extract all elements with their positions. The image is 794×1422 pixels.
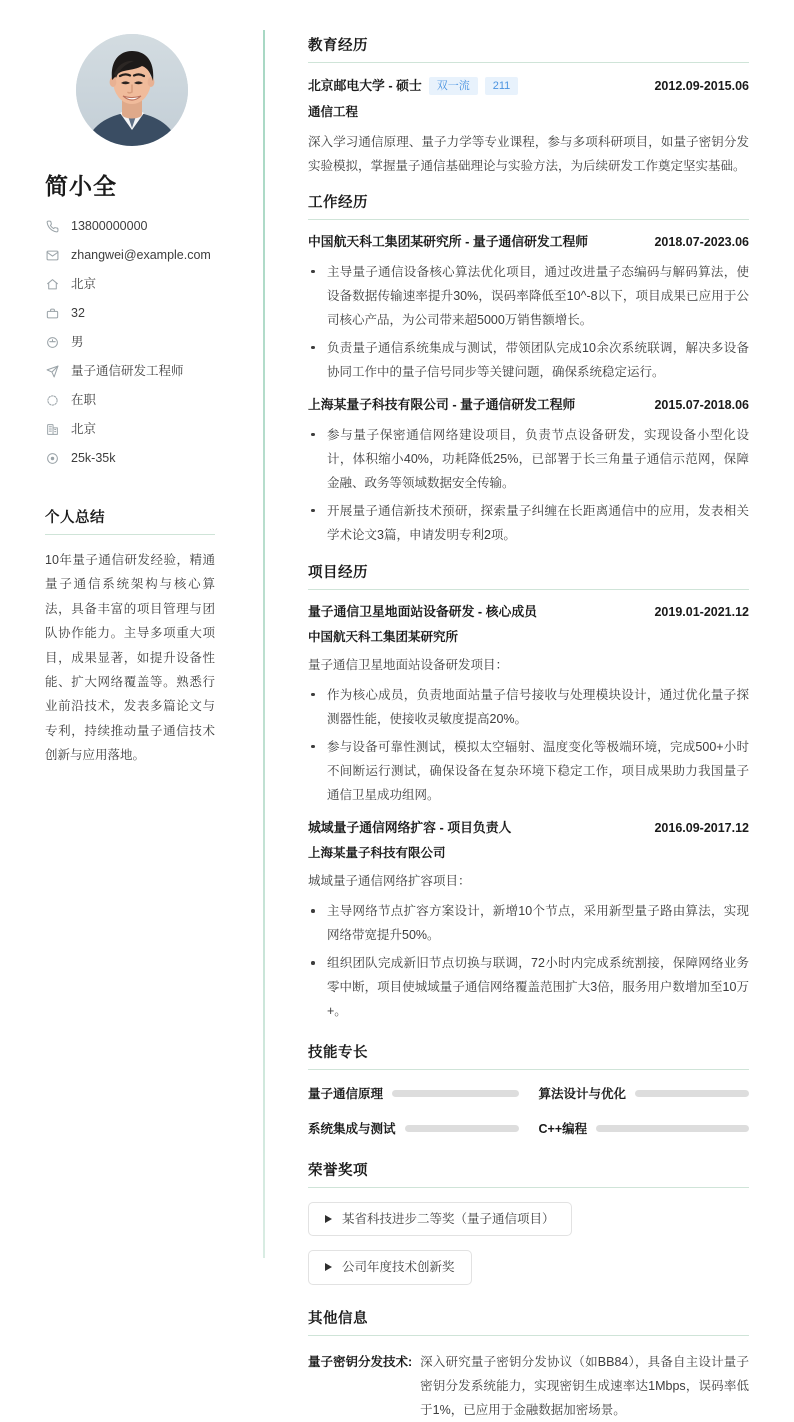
education-heading: 教育经历 xyxy=(308,34,749,63)
project-intro: 量子通信卫星地面站设备研发项目： xyxy=(308,657,509,672)
skill-row xyxy=(539,1119,750,1137)
other-info-row xyxy=(308,1350,749,1422)
contact-list xyxy=(45,219,233,466)
skill-row xyxy=(308,1084,519,1102)
education-major: 通信工程 xyxy=(308,104,359,119)
work-date: 2018.07-2023.06 xyxy=(654,235,749,250)
contact-value: 13800000000 xyxy=(71,219,148,233)
contact-value: 25k-35k xyxy=(71,451,116,465)
skills-section xyxy=(308,1041,749,1137)
vertical-divider xyxy=(263,30,265,1258)
list-item: 参与设备可靠性测试，模拟太空辐射、温度变化等极端环境，完成500+小时不间断运行测试，确保设备在复杂环境下稳定工作，项目成果助力我国量子通信卫星成功组网。 xyxy=(308,735,749,807)
education-section xyxy=(308,34,749,178)
skills-heading: 技能专长 xyxy=(308,1041,749,1070)
skill-name: C++编程 xyxy=(538,1122,588,1137)
contact-item-gender xyxy=(45,335,233,350)
contact-value: 男 xyxy=(71,335,84,349)
honors-heading: 荣誉奖项 xyxy=(308,1159,749,1188)
skill-progress-track xyxy=(392,1090,518,1097)
projects-heading: 项目经历 xyxy=(308,561,749,590)
skill-row xyxy=(539,1084,750,1102)
other-info-heading: 其他信息 xyxy=(308,1307,749,1336)
entry-head xyxy=(308,820,749,837)
skill-progress-track xyxy=(635,1090,749,1097)
skill-progress-track xyxy=(596,1125,749,1132)
project-bullets xyxy=(308,899,749,1023)
list-item: 负责量子通信系统集成与测试，带领团队完成10余次系统联调，解决多设备协同工作中的量子信号同步等关键问题，确保系统稳定运行。 xyxy=(308,336,749,384)
list-item: 开展量子通信新技术预研，探索量子纠缠在长距离通信中的应用，发表相关学术论文3篇，申请发明专利2项。 xyxy=(308,499,749,547)
entry-head xyxy=(308,234,749,251)
contact-item-email xyxy=(45,248,233,263)
work-entry xyxy=(308,397,749,547)
project-title: 量子通信卫星地面站设备研发 - 核心成员 xyxy=(308,603,537,619)
avatar-wrapper xyxy=(30,34,233,146)
work-title: 上海某量子科技有限公司 - 量子通信研发工程师 xyxy=(308,396,576,412)
work-bullets xyxy=(308,423,749,547)
contact-value: zhangwei@example.com xyxy=(71,248,211,262)
contact-value: 量子通信研发工程师 xyxy=(71,364,184,378)
project-bullets xyxy=(308,683,749,807)
education-school-row xyxy=(308,77,518,95)
triangle-right-icon xyxy=(325,1215,332,1223)
work-date: 2015.07-2018.06 xyxy=(654,397,749,412)
skill-name: 量子通信原理 xyxy=(308,1087,384,1102)
contact-value: 北京 xyxy=(71,277,97,291)
list-item: 作为核心成员，负责地面站量子信号接收与处理模块设计，通过优化量子探测器性能，使接收灵敏度提高20%。 xyxy=(308,683,749,731)
person-name: 简小全 xyxy=(45,173,117,199)
other-info-section xyxy=(308,1307,749,1422)
contact-item-salary xyxy=(45,451,233,466)
contact-item-age xyxy=(45,306,233,321)
contact-item-status xyxy=(45,393,233,408)
contact-value: 32 xyxy=(71,306,85,320)
contact-value: 在职 xyxy=(71,393,97,407)
education-tag-shuangyiliu: 双一流 xyxy=(429,77,478,95)
skill-progress-track xyxy=(405,1125,519,1132)
summary-text: 10年量子通信研发经验，精通量子通信系统架构与核心算法，具备丰富的项目管理与团队协作能力。主导多项重大项目，成果显著，如提升设备性能、扩大网络覆盖等。熟悉行业前沿技术，发表多篇论文与专利，持续推动量子通信技术创新与应用落地。 xyxy=(45,553,215,762)
other-info-label: 量子密钥分发技术: xyxy=(308,1354,413,1369)
list-item: 参与量子保密通信网络建设项目，负责节点设备研发，实现设备小型化设计，体积缩小40%，功耗降低25%，已部署于长三角量子通信示范网，保障金融、政务等领域数据安全传输。 xyxy=(308,423,749,495)
project-entry xyxy=(308,604,749,807)
contact-item-phone xyxy=(45,219,233,234)
list-item: 主导量子通信设备核心算法优化项目，通过改进量子态编码与解码算法，使设备数据传输速率提升30%，误码率降低至10^-8以下，项目成果已应用于公司核心产品，为公司带来超5000万销售额增长。 xyxy=(308,260,749,332)
project-date: 2016.09-2017.12 xyxy=(654,820,749,835)
entry-head xyxy=(308,604,749,621)
building-icon xyxy=(45,422,60,437)
project-entry xyxy=(308,820,749,1023)
entry-head xyxy=(308,397,749,414)
work-bullets xyxy=(308,260,749,384)
work-section xyxy=(308,191,749,546)
project-org: 中国航天科工集团某研究所 xyxy=(308,630,459,645)
portrait-photo-icon xyxy=(76,34,188,146)
sidebar xyxy=(0,0,263,1258)
honor-chip[interactable] xyxy=(308,1250,472,1284)
gender-icon xyxy=(45,335,60,350)
main-content xyxy=(263,0,794,1417)
contact-item-hometown xyxy=(45,277,233,292)
education-school: 北京邮电大学 - 硕士 xyxy=(308,77,422,93)
work-title: 中国航天科工集团某研究所 - 量子通信研发工程师 xyxy=(308,234,589,250)
personal-summary-section xyxy=(45,506,215,767)
contact-item-work-city xyxy=(45,422,233,437)
home-icon xyxy=(45,277,60,292)
triangle-right-icon xyxy=(325,1263,332,1271)
work-heading: 工作经历 xyxy=(308,191,749,220)
project-intro: 城域量子通信网络扩容项目： xyxy=(308,873,471,888)
skill-name: 算法设计与优化 xyxy=(538,1087,627,1102)
project-date: 2019.01-2021.12 xyxy=(654,604,749,619)
phone-icon xyxy=(45,219,60,234)
list-item: 主导网络节点扩容方案设计，新增10个节点，采用新型量子路由算法，实现网络带宽提升50%。 xyxy=(308,899,749,947)
skill-name: 系统集成与测试 xyxy=(308,1122,396,1137)
project-org: 上海某量子科技有限公司 xyxy=(308,846,446,861)
honors-section xyxy=(308,1159,749,1285)
paper-plane-icon xyxy=(45,364,60,379)
education-entry xyxy=(308,77,749,178)
skill-row xyxy=(308,1119,519,1137)
honor-label: 公司年度技术创新奖 xyxy=(342,1260,455,1275)
projects-section xyxy=(308,561,749,1024)
other-info-value: 深入研究量子密钥分发协议（如BB84），具备自主设计量子密钥分发系统能力，实现密钥生成速率达1Mbps，误码率低于1%，已应用于金融数据加密场景。 xyxy=(420,1354,749,1417)
honor-chip[interactable] xyxy=(308,1202,572,1236)
contact-item-position xyxy=(45,364,233,379)
skills-grid xyxy=(308,1084,749,1137)
coin-icon xyxy=(45,451,60,466)
work-entry xyxy=(308,234,749,384)
entry-head xyxy=(308,77,749,95)
refresh-icon xyxy=(45,393,60,408)
contact-value: 北京 xyxy=(71,422,97,436)
summary-heading: 个人总结 xyxy=(45,506,215,535)
education-tag-211: 211 xyxy=(485,77,519,95)
list-item: 组织团队完成新旧节点切换与联调，72小时内完成系统割接，保障网络业务零中断，项目使城域量子通信网络覆盖范围扩大3倍，服务用户数增加至10万+。 xyxy=(308,951,749,1023)
envelope-icon xyxy=(45,248,60,263)
education-date: 2012.09-2015.06 xyxy=(654,78,749,93)
avatar xyxy=(76,34,188,146)
education-description: 深入学习通信原理、量子力学等专业课程，参与多项科研项目，如量子密钥分发实验模拟，掌握量子通信基础理论与实验方法，为后续研发工作奠定坚实基础。 xyxy=(308,135,749,174)
project-title: 城域量子通信网络扩容 - 项目负责人 xyxy=(308,819,512,835)
honors-row xyxy=(308,1202,749,1285)
honor-label: 某省科技进步二等奖（量子通信项目） xyxy=(342,1212,555,1227)
briefcase-icon xyxy=(45,306,60,321)
